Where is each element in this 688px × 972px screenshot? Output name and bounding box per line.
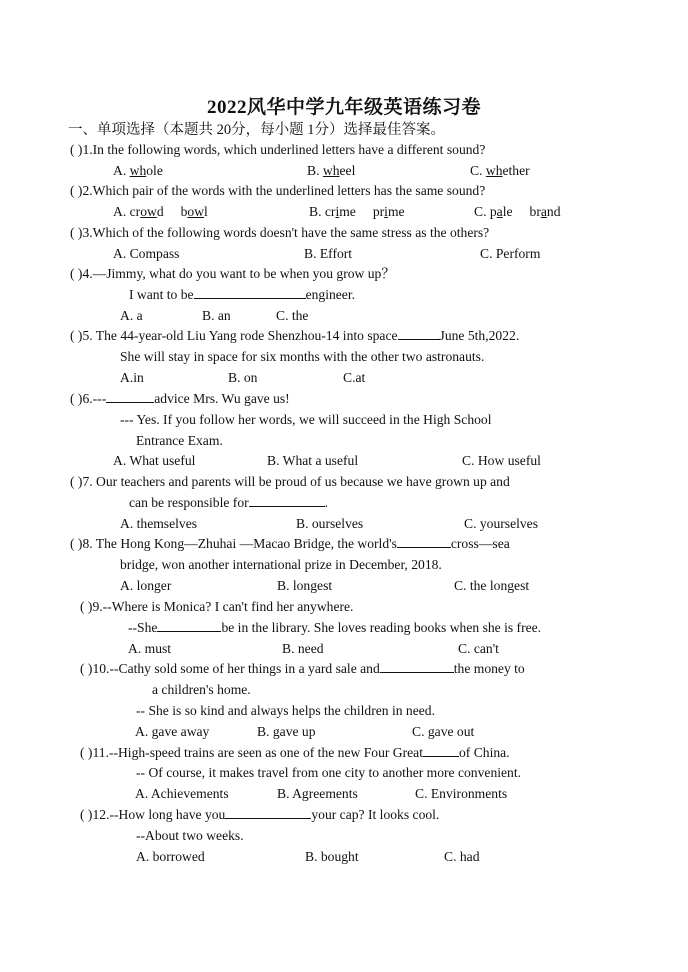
answer-paren: ( ) — [80, 599, 93, 614]
question-2 — [70, 182, 485, 200]
question-stem: 7. Our teachers and parents will be proud of us because we have grown up and — [82, 474, 510, 489]
q7-line-2: can be responsible for . — [129, 495, 329, 510]
answer-paren: ( ) — [70, 225, 83, 240]
answer-paren: ( ) — [70, 328, 83, 343]
q2-option-a: A. crowd bowl — [113, 204, 208, 219]
q6-line-3: Entrance Exam. — [136, 433, 223, 448]
q4-option-b: B. an — [202, 308, 231, 323]
q9-option-a: A. must — [128, 641, 172, 656]
q2-option-c: C. pale brand — [474, 204, 561, 219]
q11-option-a: A. Achievements — [135, 786, 229, 801]
q10-line-2: a children's home. — [152, 682, 251, 697]
question-stem: 4.—Jimmy, what do you want to be when you grow up？ — [82, 266, 395, 281]
q1-option-c: C. whether — [470, 163, 530, 178]
q7-option-c: C. yourselves — [464, 516, 539, 531]
answer-paren: ( ) — [70, 536, 83, 551]
question-11: ( )11.--High-speed trains are seen as one of the new Four Great of China. — [80, 745, 510, 760]
answer-paren: ( ) — [80, 661, 93, 676]
q11-option-b: B. Agreements — [277, 786, 358, 801]
answer-paren: ( ) — [70, 391, 83, 406]
question-4 — [70, 265, 395, 283]
q5-option-c: C.at — [343, 370, 366, 385]
section-heading: 一、单项选择（本题共 20分，每小题 1分）选择最佳答案。 — [68, 122, 445, 138]
answer-blank — [194, 286, 306, 299]
q11-line-2: -- Of course, it makes travel from one city to another more convenient. — [136, 765, 522, 780]
answer-blank — [225, 806, 311, 819]
q9-option-c: C. can't — [458, 641, 499, 656]
q12-option-a: A. borrowed — [136, 849, 205, 864]
question-7 — [70, 473, 510, 491]
question-12: ( )12.--How long have you your cap? It looks cool. — [80, 807, 440, 822]
q9-line-2: --She be in the library. She loves reading books when she is free. — [128, 620, 542, 635]
q8-option-b: B. longest — [277, 578, 333, 593]
q3-option-b: B. Effort — [304, 246, 353, 261]
answer-blank — [398, 327, 440, 340]
answer-paren: ( ) — [70, 474, 83, 489]
answer-paren: ( ) — [70, 266, 83, 281]
q10-option-c: C. gave out — [412, 724, 475, 739]
answer-blank — [423, 744, 459, 757]
q1-option-b: B. wheel — [307, 163, 356, 178]
q3-option-c: C. Perform — [480, 246, 541, 261]
q6-option-b: B. What a useful — [267, 453, 359, 468]
q6-line-2: --- Yes. If you follow her words, we will succeed in the High School — [120, 412, 492, 427]
q5-option-a: A.in — [120, 370, 144, 385]
answer-blank — [106, 390, 154, 403]
question-stem: 9.--Where is Monica? I can't find her anywhere. — [92, 599, 354, 614]
q4-line-2: I want to be engineer. — [129, 287, 356, 302]
q4-option-c: C. the — [276, 308, 309, 323]
question-stem: 1.In the following words, which underlined letters have a different sound? — [82, 142, 486, 157]
q5-option-b: B. on — [228, 370, 258, 385]
q12-option-c: C. had — [444, 849, 480, 864]
q6-option-c: C. How useful — [462, 453, 541, 468]
q1-option-a: A. whole — [113, 163, 163, 178]
answer-paren: ( ) — [80, 807, 93, 822]
q3-option-a: A. Compass — [113, 246, 180, 261]
q10-option-a: A. gave away — [135, 724, 210, 739]
q11-option-c: C. Environments — [415, 786, 508, 801]
q9-option-b: B. need — [282, 641, 324, 656]
q5-line-2: She will stay in space for six months with the other two astronauts. — [120, 349, 485, 364]
question-stem: 2.Which pair of the words with the underlined letters has the same sound? — [82, 183, 486, 198]
q7-option-a: A. themselves — [120, 516, 198, 531]
question-6: ( )6.--- advice Mrs. Wu gave us! — [70, 391, 290, 406]
answer-blank — [249, 494, 325, 507]
q12-option-b: B. bought — [305, 849, 359, 864]
answer-paren: ( ) — [70, 142, 83, 157]
question-1 — [70, 141, 485, 159]
question-5: ( )5. The 44-year-old Liu Yang rode Shenzhou-14 into space June 5th,2022. — [70, 328, 520, 343]
question-stem: 3.Which of the following words doesn't have the same stress as the others? — [82, 225, 490, 240]
q2-option-b: B. crime prime — [309, 204, 405, 219]
q12-line-2: --About two weeks. — [136, 828, 244, 843]
q8-line-2: bridge, won another international prize in December, 2018. — [120, 557, 442, 572]
q10-line-3: -- She is so kind and always helps the children in need. — [136, 703, 435, 718]
question-9 — [80, 598, 353, 616]
answer-paren: ( ) — [70, 183, 83, 198]
q10-option-b: B. gave up — [257, 724, 316, 739]
q4-option-a: A. a — [120, 308, 143, 323]
answer-blank — [157, 619, 221, 632]
q8-option-a: A. longer — [120, 578, 172, 593]
answer-blank — [380, 660, 454, 673]
q6-option-a: A. What useful — [113, 453, 196, 468]
page-title: 2022风华中学九年级英语练习卷 — [206, 97, 481, 118]
question-10: ( )10.--Cathy sold some of her things in a yard sale and the money to — [80, 661, 525, 676]
q7-option-b: B. ourselves — [296, 516, 364, 531]
answer-blank — [397, 535, 451, 548]
question-8: ( )8. The Hong Kong—Zhuhai —Macao Bridge, the world's cross—sea — [70, 536, 510, 551]
answer-paren: ( ) — [80, 745, 93, 760]
question-3 — [70, 224, 489, 242]
q8-option-c: C. the longest — [454, 578, 530, 593]
